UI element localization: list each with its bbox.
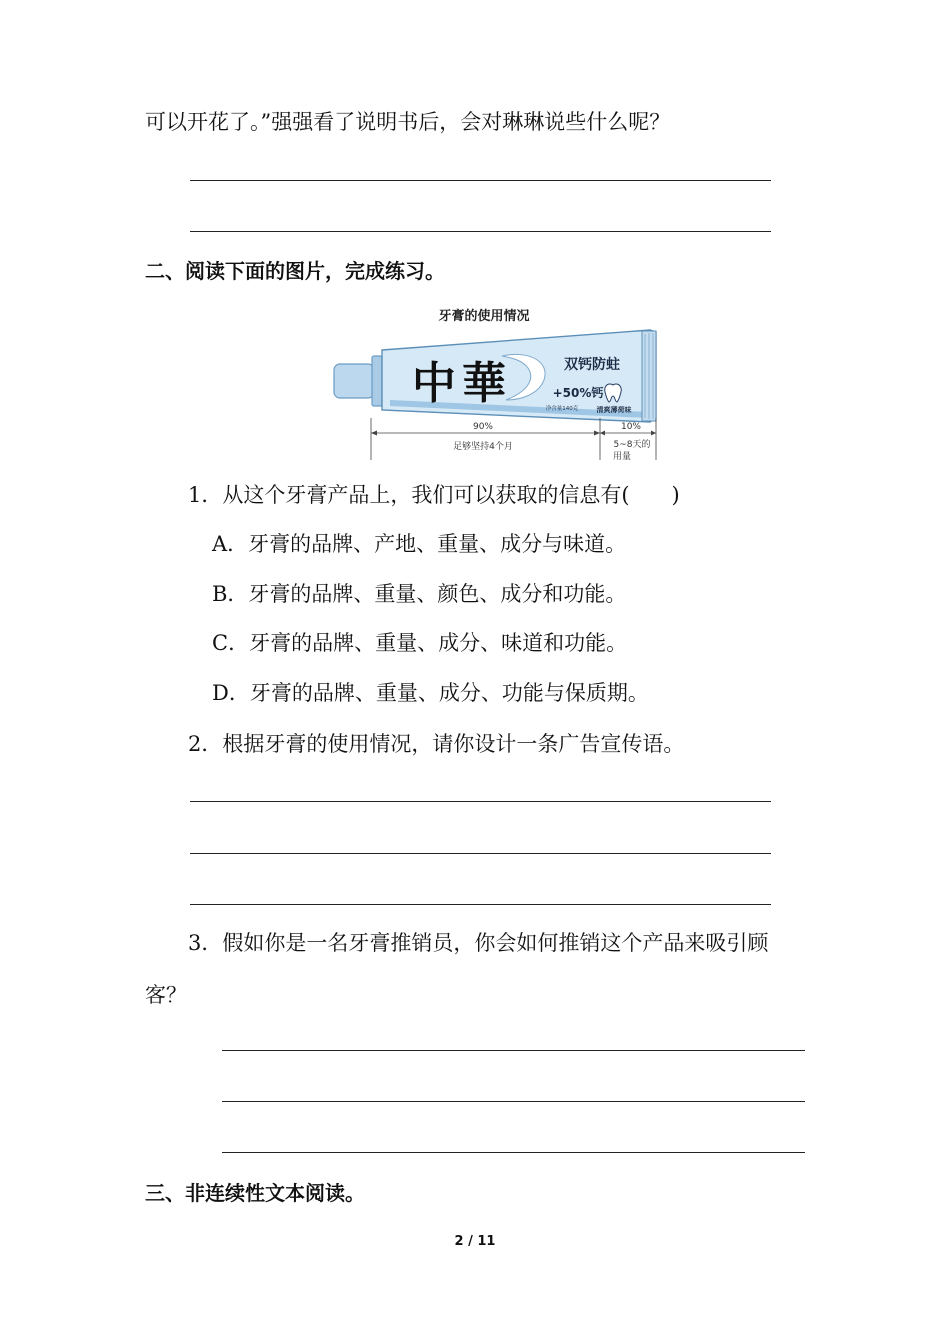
- q1-option-d[interactable]: D．牙膏的品牌、重量、成分、功能与保质期。: [212, 681, 649, 705]
- q3-stem-line2: 客？: [145, 983, 187, 1007]
- calcium-label: +50%钙: [552, 386, 604, 400]
- q1-stem: 1．从这个牙膏产品上，我们可以获取的信息有( ): [188, 483, 680, 507]
- answer-line[interactable]: [222, 1101, 805, 1102]
- pct-rest-label-2: 用量: [612, 452, 632, 462]
- answer-line[interactable]: [222, 1152, 805, 1153]
- answer-line[interactable]: [190, 801, 771, 802]
- answer-line[interactable]: [222, 1050, 805, 1051]
- toothpaste-figure: [330, 300, 666, 465]
- q1-option-c[interactable]: C．牙膏的品牌、重量、成分、味道和功能。: [212, 631, 628, 655]
- answer-line[interactable]: [190, 853, 771, 854]
- figure-title: 牙膏的使用情况: [438, 309, 530, 324]
- q1-option-b[interactable]: B．牙膏的品牌、重量、颜色、成分和功能。: [212, 582, 627, 606]
- product-name: 双钙防蛀: [564, 357, 620, 373]
- tube-cap: [334, 364, 374, 398]
- answer-line[interactable]: [190, 904, 771, 905]
- intro-text: 可以开花了。”强强看了说明书后，会对琳琳说些什么呢？: [145, 110, 671, 134]
- pct-rest: 10%: [620, 422, 642, 432]
- pct-main: 90%: [472, 422, 494, 432]
- page-number: 2 / 11: [454, 1234, 496, 1249]
- q3-stem-line1: 3．假如你是一名牙膏推销员，你会如何推销这个产品来吸引顾: [188, 931, 769, 955]
- section3-heading: 三、非连续性文本阅读。: [145, 1181, 365, 1205]
- answer-line[interactable]: [190, 180, 771, 181]
- q1-option-a[interactable]: A．牙膏的品牌、产地、重量、成分与味道。: [212, 532, 627, 556]
- q2-stem: 2．根据牙膏的使用情况，请你设计一条广告宣传语。: [188, 732, 685, 756]
- section2-heading: 二、阅读下面的图片，完成练习。: [145, 259, 445, 283]
- tube-neck: [372, 356, 382, 406]
- answer-line[interactable]: [190, 231, 771, 232]
- flavor-label: 清爽薄荷味: [596, 406, 632, 414]
- brand-name: 中華: [412, 358, 512, 409]
- pct-main-label: 足够坚持4个月: [453, 442, 513, 452]
- pct-rest-label-1: 5~8天的: [613, 440, 651, 450]
- net-weight: 净含量140克: [545, 406, 579, 412]
